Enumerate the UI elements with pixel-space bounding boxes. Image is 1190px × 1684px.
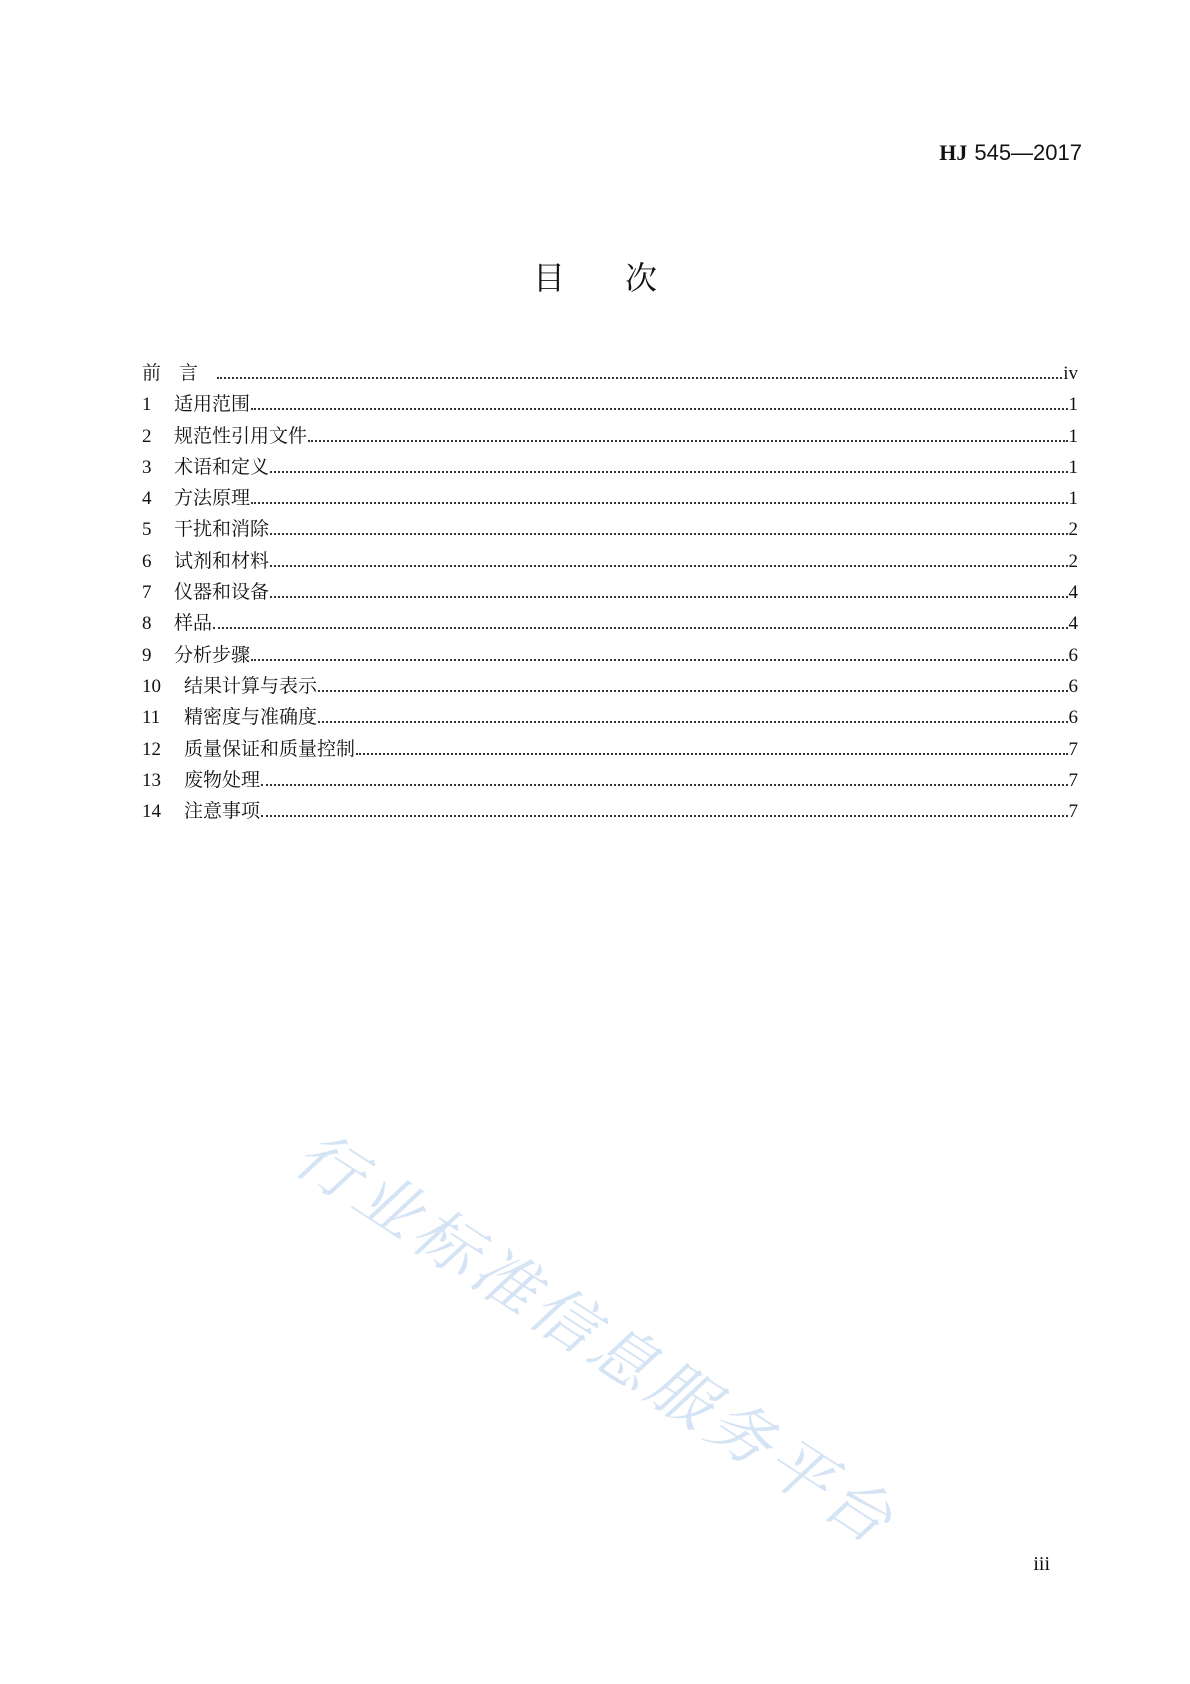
toc-dot-leader xyxy=(251,501,1067,504)
toc-entry-label: 干扰和消除 xyxy=(174,518,270,541)
toc-dot-leader xyxy=(356,752,1067,755)
toc-entry-number: 11 xyxy=(142,707,161,729)
toc-dot-leader xyxy=(308,439,1067,442)
toc-entry-label: 术语和定义 xyxy=(174,455,270,478)
toc-entry-page: 1 xyxy=(1068,394,1078,416)
toc-entry-page: 4 xyxy=(1068,582,1078,604)
toc-entry-2[interactable] xyxy=(142,421,1078,452)
toc-dot-leader xyxy=(318,689,1067,692)
toc-entry-label: 分析步骤 xyxy=(174,643,251,666)
toc-entry-page: 7 xyxy=(1068,769,1078,791)
toc-entry-7[interactable] xyxy=(142,577,1078,608)
toc-entry-label: 仪器和设备 xyxy=(174,581,270,604)
toc-entry-number: 8 xyxy=(142,613,152,635)
toc-dot-leader xyxy=(213,626,1067,629)
toc-entry-label: 精密度与准确度 xyxy=(184,706,318,729)
toc-entry-page: 1 xyxy=(1068,488,1078,510)
toc-entry-14[interactable] xyxy=(142,796,1078,827)
toc-entry-9[interactable] xyxy=(142,640,1078,671)
document-code xyxy=(939,140,1082,166)
toc-dot-leader xyxy=(270,595,1067,598)
toc-entry-11[interactable] xyxy=(142,702,1078,733)
toc-entry-12[interactable] xyxy=(142,734,1078,765)
toc-entry-5[interactable] xyxy=(142,514,1078,545)
toc-entry-page: 6 xyxy=(1068,644,1078,666)
toc-list xyxy=(142,358,1078,827)
toc-entry-number: 1 xyxy=(142,394,152,416)
toc-entry-number: 3 xyxy=(142,456,152,478)
toc-entry-page: iv xyxy=(1063,363,1078,384)
document-code-prefix: HJ xyxy=(939,140,968,165)
toc-dot-leader xyxy=(270,470,1067,473)
toc-entry-number: 10 xyxy=(142,675,161,697)
toc-dot-leader xyxy=(270,564,1067,567)
toc-entry-8[interactable] xyxy=(142,608,1078,639)
toc-entry-3[interactable] xyxy=(142,452,1078,483)
toc-entry-page: 1 xyxy=(1068,425,1078,447)
toc-entry-number: 14 xyxy=(142,801,161,823)
toc-dot-leader xyxy=(251,658,1067,661)
toc-entry-number: 7 xyxy=(142,582,152,604)
toc-entry-13[interactable] xyxy=(142,765,1078,796)
toc-entry-number: 9 xyxy=(142,644,152,666)
toc-entry-page: 6 xyxy=(1068,707,1078,729)
toc-entry-label: 试剂和材料 xyxy=(174,549,270,572)
toc-entry-label: 注意事项 xyxy=(184,800,261,823)
toc-entry-number: 5 xyxy=(142,519,152,541)
toc-entry-page: 6 xyxy=(1068,675,1078,697)
toc-entry-label: 前言 xyxy=(142,362,217,384)
toc-dot-leader xyxy=(261,814,1067,817)
toc-entry-label: 结果计算与表示 xyxy=(184,674,318,697)
toc-entry-label: 方法原理 xyxy=(174,487,251,510)
toc-dot-leader xyxy=(261,783,1067,786)
toc-entry-page: 4 xyxy=(1068,613,1078,635)
toc-entry-page: 2 xyxy=(1068,550,1078,572)
toc-entry-page: 7 xyxy=(1068,801,1078,823)
toc-title: 目次 xyxy=(532,259,717,297)
toc-entry-page: 7 xyxy=(1068,738,1078,760)
toc-entry-number: 13 xyxy=(142,769,161,791)
toc-entry-4[interactable] xyxy=(142,483,1078,514)
toc-dot-leader xyxy=(318,720,1067,723)
toc-entry-label: 规范性引用文件 xyxy=(174,424,308,447)
toc-entry-1[interactable] xyxy=(142,389,1078,420)
toc-entry-page: 2 xyxy=(1068,519,1078,541)
toc-entry-6[interactable] xyxy=(142,546,1078,577)
toc-entry-label: 废物处理 xyxy=(184,768,261,791)
toc-entry-number: 6 xyxy=(142,550,152,572)
page-number: iii xyxy=(1033,1553,1050,1575)
toc-entry-number: 4 xyxy=(142,488,152,510)
toc-entry-number: 12 xyxy=(142,738,161,760)
toc-entry-label: 适用范围 xyxy=(174,393,251,416)
watermark-text: 行业标准信息服务平台 xyxy=(281,1118,909,1562)
toc-dot-leader xyxy=(270,532,1067,535)
toc-dot-leader xyxy=(217,376,1062,379)
toc-entry-foreword[interactable] xyxy=(142,358,1078,389)
toc-entry-label: 样品 xyxy=(174,612,213,635)
toc-entry-number: 2 xyxy=(142,425,152,447)
document-code-number: 545—2017 xyxy=(974,140,1082,165)
toc-entry-label: 质量保证和质量控制 xyxy=(184,737,356,760)
toc-entry-page: 1 xyxy=(1068,456,1078,478)
toc-entry-10[interactable] xyxy=(142,671,1078,702)
toc-dot-leader xyxy=(251,407,1067,410)
